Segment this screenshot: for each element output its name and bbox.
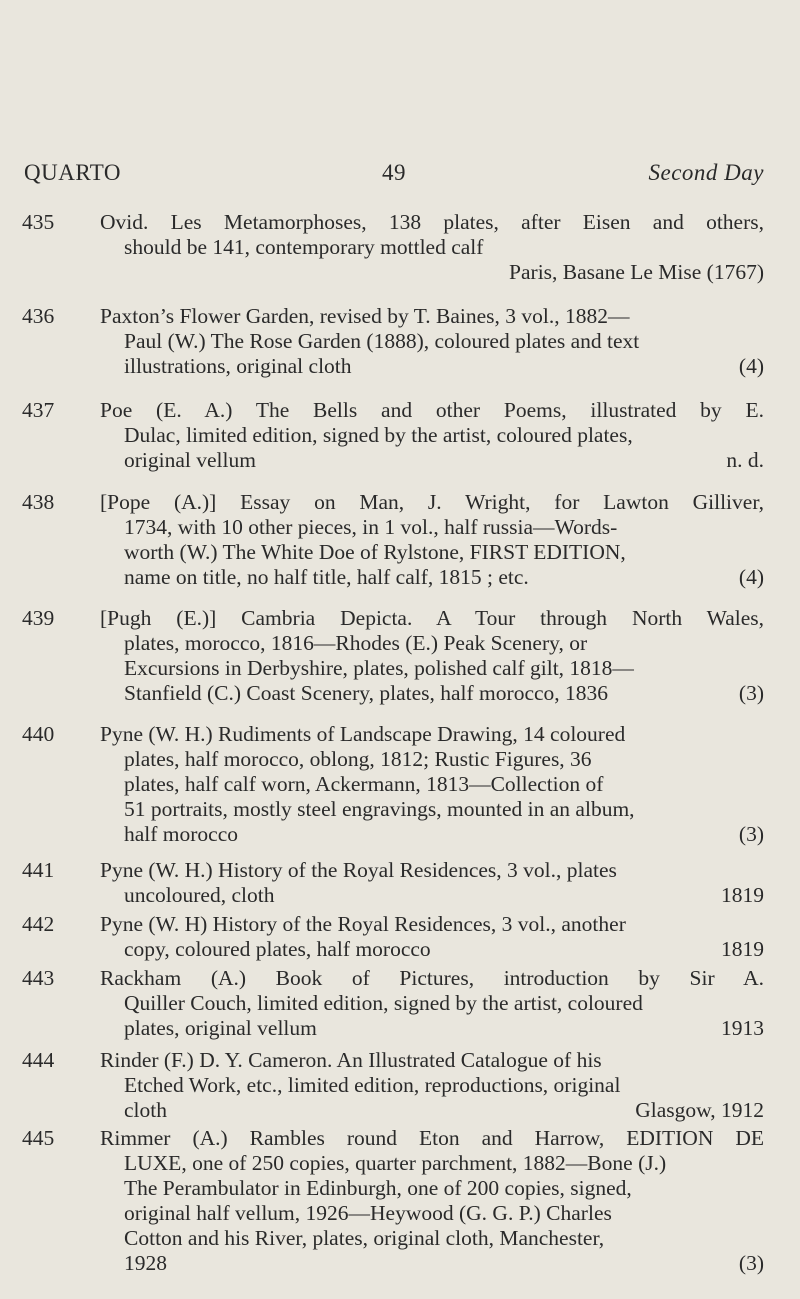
lot-entry [22,722,764,847]
lot-line [100,354,764,379]
lot-number: 443 [22,966,55,990]
lot-number: 435 [22,210,55,234]
lot-date: 1819 [721,883,764,907]
lot-description [100,304,764,379]
lot-description [100,1126,764,1276]
lot-line: 51 portraits, mostly steel engravings, mounted in an album, [124,797,635,821]
lot-line: worth (W.) The White Doe of Rylstone, FIRST EDITION, [124,540,626,564]
lot-line: Etched Work, etc., limited edition, reproductions, original [124,1073,621,1097]
lot-line-text: uncoloured, cloth [124,883,275,907]
lot-entry [22,912,764,962]
lot-number: 439 [22,606,55,630]
lot-line: plates, half calf worn, Ackermann, 1813—Collection of [124,772,604,796]
lot-line [100,1016,764,1041]
lot-description [100,1048,764,1123]
lot-line: Pyne (W. H.) History of the Royal Residences, 3 vol., plates [100,858,617,882]
lot-line: [Pugh (E.)] Cambria Depicta. A Tour through North Wales, [100,606,764,630]
lot-line [100,448,764,473]
lot-entry [22,966,764,1041]
lot-line-text: plates, original vellum [124,1016,317,1040]
lot-line [100,565,764,590]
lot-line: LUXE, one of 250 copies, quarter parchment, 1882—Bone (J.) [124,1151,667,1175]
lot-line-text: copy, coloured plates, half morocco [124,937,431,961]
lot-number: 445 [22,1126,55,1150]
lot-line: Paxton’s Flower Garden, revised by T. Baines, 3 vol., 1882— [100,304,630,328]
page-number: 49 [382,160,406,185]
lot-line: should be 141, contemporary mottled calf [124,235,484,259]
lot-line: Dulac, limited edition, signed by the artist, coloured plates, [124,423,633,447]
lot-line: The Perambulator in Edinburgh, one of 200 copies, signed, [124,1176,632,1200]
lot-line-text: half morocco [124,822,239,846]
lot-line [100,822,764,847]
lot-number: 436 [22,304,55,328]
lot-line-text: name on title, no half title, half calf, 1815 ; etc. [124,565,529,589]
lot-date: 1928 [124,1251,167,1275]
lot-entry [22,490,764,590]
lot-line: Rimmer (A.) Rambles round Eton and Harrow, EDITION DE [100,1126,764,1150]
lot-line: [Pope (A.)] Essay on Man, J. Wright, for Lawton Gilliver, [100,490,764,514]
lot-description [100,606,764,706]
header-format: QUARTO [24,160,122,185]
lot-line [100,1251,764,1276]
lot-entry [22,1126,764,1276]
lot-number: 438 [22,490,55,514]
lot-line: Rackham (A.) Book of Pictures, introduction by Sir A. [100,966,764,990]
lot-number: 440 [22,722,55,746]
lot-entry [22,210,764,285]
lot-number: 442 [22,912,55,936]
lot-line: Cotton and his River, plates, original cloth, Manchester, [124,1226,605,1250]
lot-line [100,1098,764,1123]
lot-line [100,681,764,706]
lot-line: Excursions in Derbyshire, plates, polished calf gilt, 1818— [124,656,634,680]
lot-line: Paris, Basane Le Mise (1767) [509,260,764,284]
lot-description [100,722,764,847]
lot-quantity: (4) [738,565,764,589]
lot-description [100,490,764,590]
lot-entry [22,1048,764,1123]
lot-line [100,883,764,908]
lot-place-date: Glasgow, 1912 [635,1098,764,1122]
lot-quantity: (3) [738,1251,764,1275]
lot-line: plates, morocco, 1816—Rhodes (E.) Peak Scenery, or [124,631,588,655]
lot-number: 437 [22,398,55,422]
lot-line: Rinder (F.) D. Y. Cameron. An Illustrated Catalogue of his [100,1048,602,1072]
lot-entry [22,606,764,706]
lot-description [100,398,764,473]
lot-quantity: (3) [738,822,764,846]
lot-description [100,966,764,1041]
lot-line: Pyne (W. H) History of the Royal Residences, 3 vol., another [100,912,626,936]
lot-line: original half vellum, 1926—Heywood (G. G. P.) Charles [124,1201,612,1225]
lot-entry [22,858,764,908]
lot-description [100,858,764,908]
lot-entry [22,304,764,379]
lot-quantity: (3) [738,681,764,705]
lot-line: Paul (W.) The Rose Garden (1888), coloured plates and text [124,329,640,353]
lot-line-text: Stanfield (C.) Coast Scenery, plates, half morocco, 1836 [124,681,609,705]
lot-date: 1913 [721,1016,764,1040]
lot-description [100,210,764,285]
lot-number: 441 [22,858,55,882]
lot-line-text: cloth [124,1098,167,1122]
lot-line: plates, half morocco, oblong, 1812; Rustic Figures, 36 [124,747,592,771]
lot-quantity: (4) [738,354,764,378]
lot-description [100,912,764,962]
lot-entry [22,398,764,473]
header-day: Second Day [648,160,764,185]
lot-date: n. d. [726,448,764,472]
lot-line [100,937,764,962]
lot-number: 444 [22,1048,55,1072]
lot-line: Ovid. Les Metamorphoses, 138 plates, after Eisen and others, [100,210,764,234]
lot-line-text: illustrations, original cloth [124,354,352,378]
lot-line: Quiller Couch, limited edition, signed by the artist, coloured [124,991,643,1015]
page-header [24,160,764,194]
lot-date: 1819 [721,937,764,961]
lot-line: Poe (E. A.) The Bells and other Poems, illustrated by E. [100,398,764,422]
lot-line: Pyne (W. H.) Rudiments of Landscape Drawing, 14 coloured [100,722,626,746]
lot-line: 1734, with 10 other pieces, in 1 vol., half russia—Words- [124,515,618,539]
lot-line-text: original vellum [124,448,256,472]
